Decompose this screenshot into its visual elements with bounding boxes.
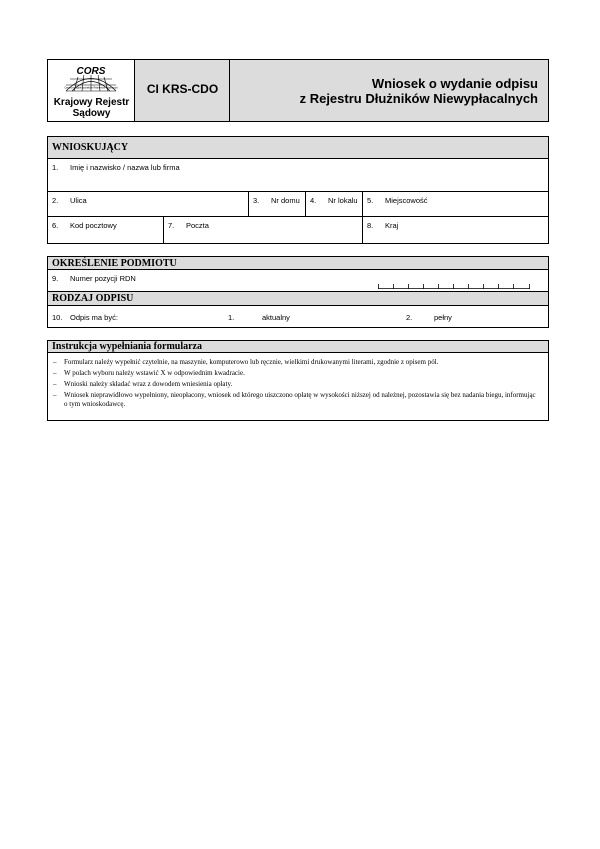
instructions-heading: Instrukcja wypełniania formularza: [48, 341, 548, 353]
field-number: 5.: [367, 196, 374, 205]
city-field[interactable]: [362, 192, 548, 216]
option-number: 1.: [228, 313, 235, 322]
name-field[interactable]: [48, 159, 548, 191]
form-title-line1: Wniosek o wydanie odpisu: [371, 76, 538, 91]
field-label: Ulica: [70, 196, 87, 205]
field-label: Nr domu: [271, 196, 300, 205]
copy-type-row: [48, 306, 548, 327]
form-code: CI KRS-CDO: [146, 82, 219, 96]
applicant-section: [47, 136, 549, 244]
instruction-item: – W polach wyboru należy wstawić X w odpowiednim kwadracie.: [50, 369, 540, 378]
instruction-item: – Formularz należy wypełnić czytelnie, na maszynie, komputerowo lub ręcznie, wielkimi drukowanymi literami, zgodnie z opisem pól.: [50, 358, 540, 367]
option-full[interactable]: [402, 306, 542, 327]
field-label: Miejscowość: [385, 196, 428, 205]
copy-type-label: [48, 306, 218, 327]
field-number: 4.: [310, 196, 317, 205]
instructions-list: [50, 358, 540, 409]
field-number: 1.: [52, 163, 59, 172]
postal-code-field[interactable]: [48, 217, 163, 243]
logo-cell: [48, 60, 135, 121]
field-label: Numer pozycji RDN: [70, 274, 136, 283]
post-office-field[interactable]: [163, 217, 362, 243]
field-label: Odpis ma być:: [70, 313, 118, 322]
field-number: 6.: [52, 221, 59, 230]
postal-row: [48, 217, 548, 243]
copy-type-heading: RODZAJ ODPISU: [48, 292, 548, 306]
field-number: 2.: [52, 196, 59, 205]
applicant-heading: WNIOSKUJĄCY: [48, 137, 548, 159]
field-label: Poczta: [186, 221, 209, 230]
apartment-number-field[interactable]: [305, 192, 362, 216]
option-label: pełny: [434, 313, 452, 322]
field-label: Imię i nazwisko / nazwa lub firma: [70, 163, 180, 172]
cors-logo: [62, 64, 120, 94]
field-number: 7.: [168, 221, 175, 230]
name-row: [48, 159, 548, 192]
field-number: 9.: [52, 274, 59, 283]
instruction-item: – Wnioski należy składać wraz z dowodem wniesienia opłaty.: [50, 380, 540, 389]
instruction-item: – Wniosek nieprawidłowo wypełniony, nieopłacony, wniosek od którego uiszczono opłatę w wysokości niższej od należnej, pozostawia się bez nadania biegu, informując o tym wnioskodawcę.: [50, 391, 540, 409]
registry-name: Krajowy Rejestr Sądowy: [53, 97, 130, 119]
house-number-field[interactable]: [248, 192, 305, 216]
form-header: [47, 59, 549, 122]
rdn-number-field[interactable]: [48, 270, 368, 291]
logo-text: CORS: [76, 66, 106, 77]
instructions-section: [47, 340, 549, 421]
rdn-digit-boxes[interactable]: [378, 283, 530, 289]
option-label: aktualny: [262, 313, 290, 322]
field-number: 3.: [253, 196, 260, 205]
country-field[interactable]: [362, 217, 548, 243]
option-number: 2.: [406, 313, 413, 322]
street-field[interactable]: [48, 192, 248, 216]
rdn-row: [48, 270, 548, 292]
option-current[interactable]: [224, 306, 374, 327]
field-number: 8.: [367, 221, 374, 230]
subject-section: [47, 256, 549, 328]
subject-heading: OKREŚLENIE PODMIOTU: [48, 257, 548, 270]
field-label: Kod pocztowy: [70, 221, 117, 230]
field-number: 10.: [52, 313, 63, 322]
form-title-line2: z Rejestru Dłużników Niewypłacalnych: [299, 91, 538, 106]
logo-small-text: Centrum Ogólnopolskich Rejestrów Sądowych: [64, 86, 118, 90]
form-code-cell: [135, 60, 230, 121]
form-title: [238, 76, 538, 106]
field-label: Nr lokalu: [328, 196, 358, 205]
form-title-cell: [230, 60, 548, 121]
field-label: Kraj: [385, 221, 399, 230]
address-row: [48, 192, 548, 217]
